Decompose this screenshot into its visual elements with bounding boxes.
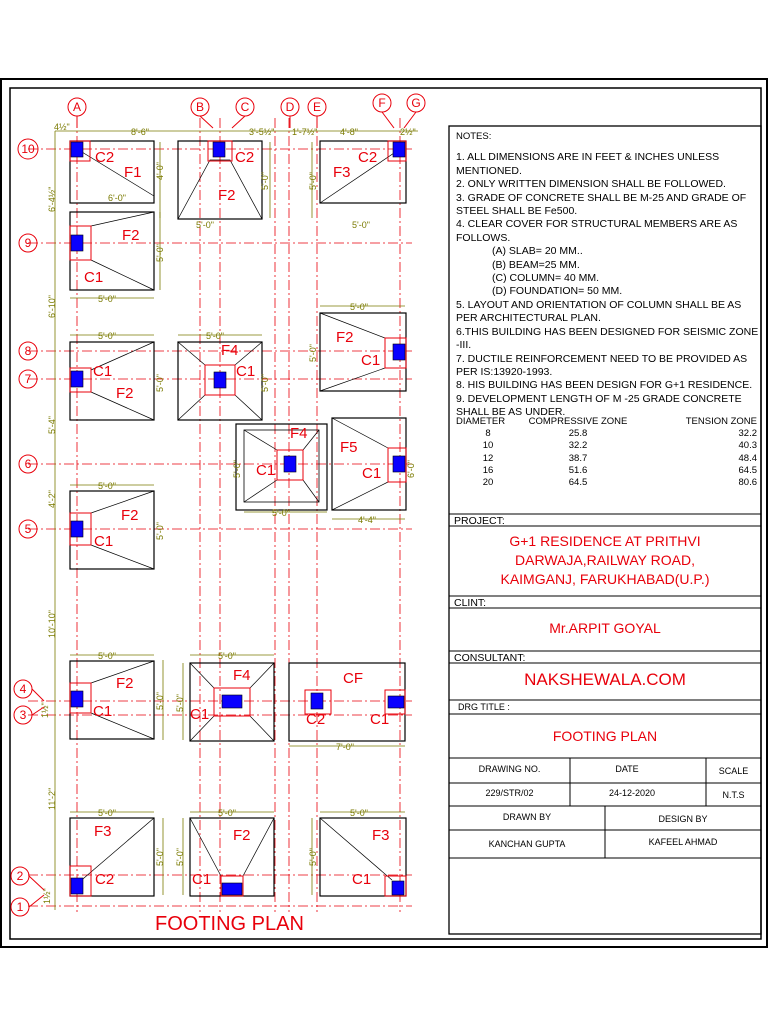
note-line: 7. DUCTILE REINFORCEMENT NEED TO BE PROVIDED AS	[456, 352, 748, 365]
column	[71, 235, 83, 251]
grid-letter-text	[73, 96, 421, 114]
svg-text:1'-7½": 1'-7½"	[292, 127, 318, 137]
label-c1: C1	[192, 871, 212, 888]
svg-text:5'-0": 5'-0"	[260, 374, 270, 392]
svg-text:4'-8": 4'-8"	[340, 127, 358, 137]
plan-title: FOOTING PLAN	[155, 913, 304, 935]
svg-text:5'-4": 5'-4"	[47, 416, 57, 434]
svg-text:5'-0": 5'-0"	[98, 481, 116, 491]
svg-text:G: G	[411, 96, 421, 110]
cell-compressive: 51.6	[568, 464, 588, 476]
svg-text:5'-0": 5'-0"	[218, 651, 236, 661]
note-line: STEEL SHALL BE Fe500.	[456, 205, 578, 218]
note-line: -III.	[456, 339, 472, 352]
header-tension: TENSION ZONE	[685, 416, 757, 427]
svg-text:5'-0": 5'-0"	[196, 220, 214, 230]
note-line: 5. LAYOUT AND ORIENTATION OF COLUMN SHALL BE AS	[456, 298, 742, 311]
svg-text:7: 7	[24, 372, 32, 386]
svg-text:F: F	[378, 96, 386, 110]
svg-text:3: 3	[19, 708, 27, 722]
label-f3: F3	[333, 164, 351, 181]
label-c1: C1	[256, 462, 276, 479]
note-line: 1. ALL DIMENSIONS ARE IN FEET & INCHES UNLESS	[456, 151, 720, 164]
drawing-number: 229/STR/02	[485, 788, 534, 798]
cell-diameter: 20	[482, 477, 494, 489]
column	[71, 878, 83, 894]
label-c1: C1	[84, 269, 104, 286]
cell-diameter: 8	[485, 428, 491, 440]
svg-text:A: A	[72, 100, 82, 114]
table-row	[456, 440, 761, 452]
svg-text:4'-2": 4'-2"	[47, 490, 57, 508]
label-f1: F1	[124, 164, 142, 181]
column	[311, 693, 323, 709]
project-line: G+1 RESIDENCE AT PRITHVI	[509, 533, 701, 549]
svg-text:10'-10": 10'-10"	[47, 610, 57, 638]
note-line: 4. CLEAR COVER FOR STRUCTURAL MEMBERS ARE AS	[456, 218, 738, 231]
svg-text:8'-6": 8'-6"	[131, 127, 149, 137]
header-diameter: DIAMETER	[456, 416, 506, 427]
project-line: KAIMGANJ, FARUKHABAD(U.P.)	[500, 571, 710, 587]
label-c1: C1	[362, 465, 382, 482]
svg-text:2: 2	[16, 869, 24, 883]
svg-text:4½": 4½"	[54, 122, 70, 132]
label-f3: F3	[94, 823, 112, 840]
svg-text:5'-0": 5'-0"	[272, 508, 290, 518]
svg-text:5'-0": 5'-0"	[218, 808, 236, 818]
svg-text:5'-0": 5'-0"	[98, 808, 116, 818]
table-header-row	[456, 416, 761, 428]
consultant-label: CONSULTANT:	[454, 652, 526, 664]
table-row	[456, 428, 761, 440]
drawing-scale: N.T.S	[722, 790, 745, 800]
note-line: PER IS:13920-1993.	[456, 365, 553, 378]
label-f2: F2	[122, 227, 140, 244]
client-name: Mr.ARPIT GOYAL	[549, 620, 661, 636]
cell-compressive: 32.2	[568, 440, 588, 452]
label-c2: C2	[358, 149, 378, 166]
label-f2: F2	[116, 675, 134, 692]
cell-tension: 40.3	[738, 440, 757, 452]
svg-text:B: B	[195, 100, 205, 114]
svg-text:1½": 1½"	[42, 888, 52, 904]
grid-lines	[28, 118, 412, 912]
svg-text:5'-0": 5'-0"	[232, 460, 242, 478]
column	[214, 372, 226, 388]
label-c1: C1	[236, 363, 256, 380]
label-f4: F4	[221, 342, 239, 359]
note-line: MENTIONED.	[456, 164, 522, 177]
svg-text:1½": 1½"	[40, 702, 50, 718]
notes-block	[456, 130, 759, 420]
cell-diameter: 10	[482, 440, 494, 452]
svg-text:7'-0": 7'-0"	[336, 742, 354, 752]
svg-text:9: 9	[24, 236, 32, 250]
label-c1: C1	[94, 533, 114, 550]
column	[213, 142, 225, 157]
cell-tension: 80.6	[738, 477, 757, 489]
label-cf: CF	[343, 670, 363, 687]
drg-title-label: DRG TITLE :	[458, 702, 510, 712]
svg-text:8: 8	[24, 344, 32, 358]
label-f2: F2	[218, 187, 236, 204]
consultant-name: NAKSHEWALA.COM	[524, 670, 686, 689]
cell-tension: 64.5	[738, 464, 757, 476]
label-c2: C2	[306, 711, 326, 728]
column	[392, 881, 404, 895]
svg-text:6'-0": 6'-0"	[108, 193, 126, 203]
svg-text:4: 4	[19, 682, 27, 696]
cover-line: (C) COLUMN= 40 MM.	[492, 272, 600, 285]
svg-text:6'-4½": 6'-4½"	[47, 186, 57, 212]
svg-text:5'-0": 5'-0"	[175, 848, 185, 866]
project-name	[449, 532, 761, 589]
project-label: PROJECT:	[454, 515, 505, 527]
label-c1: C1	[352, 871, 372, 888]
label-f2: F2	[121, 507, 139, 524]
column	[71, 691, 83, 707]
header-compressive: COMPRESSIVE ZONE	[528, 416, 628, 427]
svg-text:6'-10": 6'-10"	[47, 295, 57, 318]
column	[71, 142, 83, 157]
svg-text:5'-0": 5'-0"	[155, 244, 165, 262]
svg-text:5'-0": 5'-0"	[98, 331, 116, 341]
table-row	[456, 477, 761, 489]
column	[393, 142, 405, 157]
note-line: PER ARCHITECTURAL PLAN.	[456, 312, 601, 325]
cover-line: (A) SLAB= 20 MM..	[492, 245, 583, 258]
svg-text:4'-0": 4'-0"	[155, 162, 165, 180]
label-f2: F2	[116, 385, 134, 402]
table-row	[456, 453, 761, 465]
scale-label: SCALE	[718, 766, 749, 776]
svg-text:2½": 2½"	[400, 127, 416, 137]
column	[71, 371, 83, 387]
label-c1: C1	[93, 363, 113, 380]
cover-line: (D) FOUNDATION= 50 MM.	[492, 285, 623, 298]
svg-text:5'-0": 5'-0"	[155, 374, 165, 392]
footing-labels	[84, 149, 390, 888]
label-f4: F4	[233, 667, 251, 684]
column	[393, 344, 405, 360]
column	[222, 695, 242, 708]
notes-heading: NOTES:	[456, 131, 492, 142]
svg-text:5'-0": 5'-0"	[308, 848, 318, 866]
drawn-by-label: DRAWN BY	[502, 812, 552, 822]
note-line: FOLLOWS.	[456, 231, 511, 244]
column	[71, 521, 83, 537]
cell-compressive: 25.8	[568, 428, 588, 440]
svg-text:10: 10	[21, 142, 35, 156]
svg-text:3'-5½": 3'-5½"	[249, 127, 275, 137]
table-row	[456, 465, 761, 477]
svg-text:6: 6	[24, 457, 32, 471]
label-f2: F2	[233, 827, 251, 844]
cover-line: (B) BEAM=25 MM.	[492, 258, 580, 271]
client-label: CLINT:	[454, 597, 487, 609]
dimension-text	[40, 122, 416, 904]
label-c1: C1	[361, 352, 381, 369]
note-line: 2. ONLY WRITTEN DIMENSION SHALL BE FOLLOWED.	[456, 178, 726, 191]
drawing-no-label: DRAWING NO.	[478, 764, 541, 774]
svg-text:5: 5	[24, 522, 32, 536]
svg-text:5'-0": 5'-0"	[98, 294, 116, 304]
label-f3: F3	[372, 827, 390, 844]
label-c2: C2	[95, 871, 115, 888]
label-f4: F4	[290, 425, 308, 442]
note-line: 6.THIS BUILDING HAS BEEN DESIGNED FOR SEISMIC ZONE	[456, 325, 759, 338]
note-line: 8. HIS BUILDING HAS BEEN DESIGN FOR G+1 RESIDENCE.	[456, 379, 753, 392]
project-line: DARWAJA,RAILWAY ROAD,	[515, 552, 695, 568]
svg-text:C: C	[240, 100, 250, 114]
column	[222, 883, 242, 895]
svg-text:5'-0": 5'-0"	[175, 694, 185, 712]
svg-text:5'-0": 5'-0"	[155, 522, 165, 540]
svg-text:5'-0": 5'-0"	[260, 172, 270, 190]
drawing-date: 24-12-2020	[608, 788, 656, 798]
development-length-table	[456, 416, 761, 489]
label-c1: C1	[190, 706, 210, 723]
cell-tension: 32.2	[738, 428, 757, 440]
column	[284, 456, 296, 472]
svg-text:11'-2": 11'-2"	[47, 787, 57, 810]
svg-text:1: 1	[16, 900, 24, 914]
cell-compressive: 38.7	[568, 452, 588, 464]
cell-diameter: 12	[482, 452, 494, 464]
date-label: DATE	[615, 764, 639, 774]
note-line: 9. DEVELOPMENT LENGTH OF M -25 GRADE CONCRETE	[456, 392, 742, 405]
label-c2: C2	[235, 149, 255, 166]
cell-diameter: 16	[482, 464, 494, 476]
svg-text:5'-0": 5'-0"	[350, 808, 368, 818]
drawn-by-name: KANCHAN GUPTA	[488, 839, 566, 849]
svg-text:5'-0": 5'-0"	[308, 344, 318, 362]
svg-text:5'-0": 5'-0"	[350, 302, 368, 312]
note-line: SHALL BE AS UNDER.	[456, 406, 566, 419]
label-c1: C1	[93, 703, 113, 720]
svg-text:E: E	[312, 100, 322, 114]
column	[388, 696, 404, 708]
cell-compressive: 64.5	[568, 477, 588, 489]
design-by-name: KAFEEL AHMAD	[648, 837, 718, 847]
label-f5: F5	[340, 439, 358, 456]
svg-text:5'-0": 5'-0"	[308, 172, 318, 190]
svg-text:4'-4": 4'-4"	[358, 515, 376, 525]
design-by-label: DESIGN BY	[658, 814, 708, 824]
label-c1: C1	[370, 711, 390, 728]
svg-text:D: D	[285, 100, 295, 114]
cell-tension: 48.4	[738, 452, 757, 464]
label-c2: C2	[95, 149, 115, 166]
drawing-title: FOOTING PLAN	[552, 728, 658, 744]
svg-text:5'-0": 5'-0"	[98, 651, 116, 661]
svg-text:5'-0": 5'-0"	[155, 692, 165, 710]
column	[393, 456, 405, 472]
note-line: 3. GRADE OF CONCRETE SHALL BE M-25 AND GRADE OF	[456, 191, 747, 204]
svg-text:5'-0": 5'-0"	[352, 220, 370, 230]
label-f2: F2	[336, 329, 354, 346]
svg-text:5'-0": 5'-0"	[155, 848, 165, 866]
svg-text:5'-0": 5'-0"	[206, 331, 224, 341]
svg-text:6'-0": 6'-0"	[406, 460, 416, 478]
